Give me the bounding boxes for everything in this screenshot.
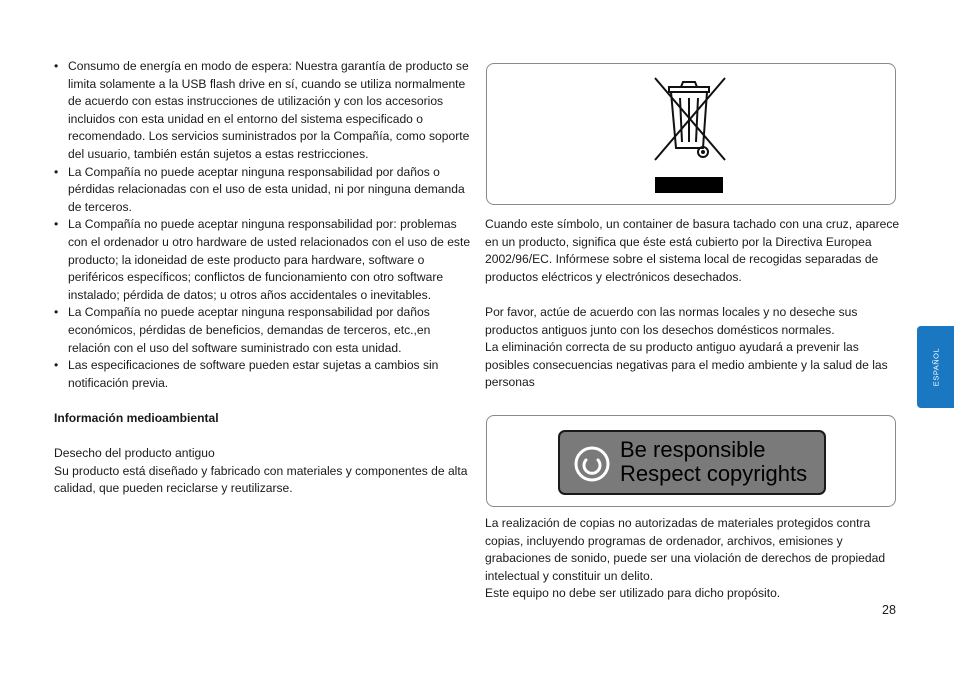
list-item: • La Compañía no puede aceptar ninguna responsabilidad por daños económicos, pérdidas de beneficios, demandas de terceros, etc.,en relación con el uso del software suministrado con esta unidad. — [54, 304, 472, 357]
weee-paragraph: Cuando este símbolo, un container de basura tachado con una cruz, aparece en un producto, significa que éste está cubierto por la Directiva Europea 2002/96/EC. Infórmese sobre el sistema local de recogidas separadas de productos eléctricos y electrónicos desechados. — [485, 217, 900, 284]
subheading: Desecho del producto antiguo — [54, 446, 215, 461]
list-item: • La Compañía no puede aceptar ninguna responsabilidad por daños o pérdidas relacionadas con el uso de esta unidad, ni por ninguna demanda de terceros. — [54, 164, 472, 217]
section-title: Información medioambiental — [54, 410, 219, 425]
crossed-out-wheelie-bin-icon — [647, 74, 733, 174]
list-item: • La Compañía no puede aceptar ninguna responsabilidad por: problemas con el ordenador u otro hardware de usted relacionados con el uso de este producto; la idoneidad de este producto para hardware, software o periféricos específicos; conflictos de funcionamiento con otro software instalado; pérdida de datos; u otros años accidentales o inevitables. — [54, 216, 472, 304]
weee-symbol-box — [486, 63, 896, 205]
badge-line: Respect copyrights — [620, 461, 808, 486]
list-item: • Las especificaciones de software pueden estar sujetas a cambios sin notificación previa. — [54, 357, 472, 392]
list-item: • Consumo de energía en modo de espera: Nuestra garantía de producto se limita solamente a la USB flash drive en sí, cuando se utiliza normalmente de acuerdo con estas instrucciones de utilización y con los accesorios incluidos con esta unidad en el entorno del sistema especificado o recomendado. Los servicios suministrados por la Compañía, como soporte del usuario, también están sujetos a estas restricciones. — [54, 58, 472, 164]
weee-text — [485, 216, 903, 392]
language-tab — [917, 326, 954, 408]
copyright-badge — [558, 430, 826, 495]
disclaimer-list — [54, 58, 472, 392]
language-tab-label: ESPAÑOL — [931, 347, 940, 387]
weee-paragraph: Por favor, actúe de acuerdo con las normas locales y no deseche sus productos antiguos junto con los desechos domésticos normales. — [485, 304, 858, 337]
solid-bar — [655, 177, 723, 193]
page-number: 28 — [882, 603, 896, 617]
copyright-text — [485, 515, 903, 603]
power-circle-icon — [573, 445, 611, 483]
weee-paragraph: La eliminación correcta de su producto antiguo ayudará a prevenir las posibles consecuencias negativas para el medio ambiente y la salud de las personas — [485, 340, 888, 390]
left-column — [54, 58, 472, 498]
badge-line: Be responsible — [620, 437, 766, 462]
copyright-box — [486, 415, 896, 507]
recycling-paragraph: Su producto está diseñado y fabricado con materiales y componentes de alta calidad, que pueden reciclarse y reutilizarse. — [54, 463, 468, 496]
copyright-paragraph: Este equipo no debe ser utilizado para dicho propósito. — [485, 586, 781, 601]
copyright-paragraph: La realización de copias no autorizadas de materiales protegidos contra copias, incluyendo programas de ordenador, archivos, emisiones y grabaciones de sonido, puede ser una violación de derechos de propiedad intelectual y constituir un delito. — [485, 516, 886, 583]
